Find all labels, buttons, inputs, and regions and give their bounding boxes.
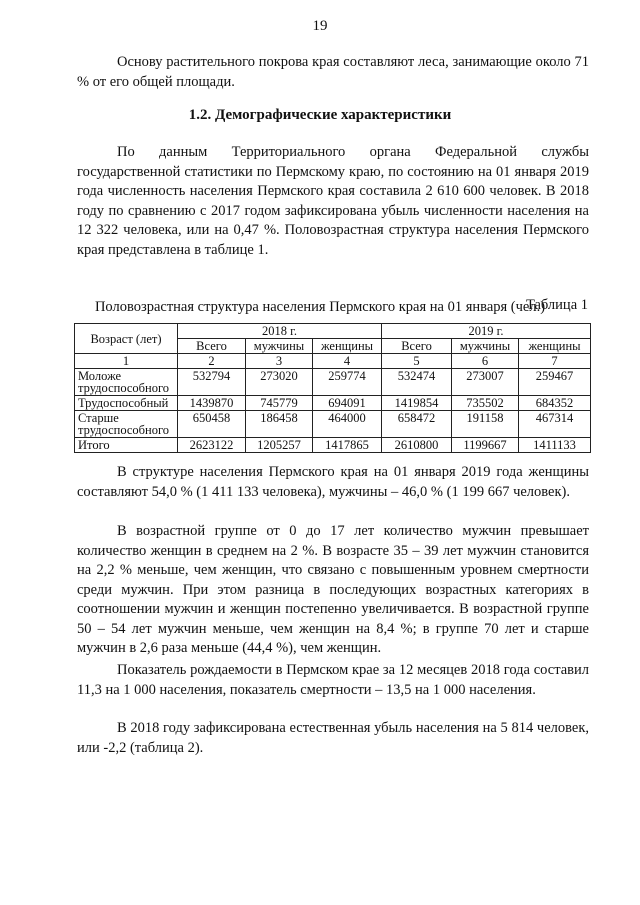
age-column-header: Возраст (лет) xyxy=(75,324,178,354)
table-caption: Половозрастная структура населения Пермского края на 01 января (чел.) xyxy=(94,299,546,315)
demographics-paragraph-5: В 2018 году зафиксирована естественная убыль населения на 5 814 человек, или -2,2 (таблица 2). xyxy=(77,720,589,756)
row-label: Моложе трудоспособного xyxy=(75,369,178,396)
table-cell: 2623122 xyxy=(178,438,246,453)
column-number: 6 xyxy=(452,354,519,369)
subheader-men-2018: мужчины xyxy=(246,339,313,354)
intro-paragraph: Основу растительного покрова края составляют леса, занимающие около 71 % от его общей площади. xyxy=(77,54,589,90)
table-cell: 1417865 xyxy=(313,438,382,453)
table-row-total xyxy=(75,438,591,453)
table-cell: 464000 xyxy=(313,411,382,438)
row-label: Старше трудоспособного xyxy=(75,411,178,438)
table-row xyxy=(75,411,591,438)
section-heading: 1.2. Демографические характеристики xyxy=(188,107,452,123)
subheader-total-2018: Всего xyxy=(178,339,246,354)
table-cell: 2610800 xyxy=(382,438,452,453)
table-cell: 467314 xyxy=(519,411,591,438)
table-cell: 259774 xyxy=(313,369,382,396)
year-2019-header: 2019 г. xyxy=(382,324,591,339)
table-cell: 532474 xyxy=(382,369,452,396)
table-cell: 273007 xyxy=(452,369,519,396)
column-number: 7 xyxy=(519,354,591,369)
column-number: 4 xyxy=(313,354,382,369)
table-cell: 1439870 xyxy=(178,396,246,411)
demographics-paragraph-1: По данным Территориального органа Федеральной службы государственной статистики по Пермскому краю, по состоянию на 01 января 2019 года численность населения Пермского края составила 2 610 600 человек. В 2018 году по сравнению с 2017 годом зафиксирована убыль численности населения на 12 322 человека, или на 0,47 %. Половозрастная структура населения Пермского края представлена в таблице 1. xyxy=(77,144,589,258)
demographics-paragraph-2: В структуре населения Пермского края на 01 января 2019 года женщины составляют 54,0 % (1 411 133 человека), мужчины – 46,0 % (1 199 667 человек). xyxy=(77,464,589,500)
column-number: 2 xyxy=(178,354,246,369)
table-cell: 735502 xyxy=(452,396,519,411)
table-cell: 1205257 xyxy=(246,438,313,453)
table-cell: 650458 xyxy=(178,411,246,438)
column-number: 1 xyxy=(75,354,178,369)
table-row xyxy=(75,369,591,396)
table-header-row-years xyxy=(75,324,591,339)
year-2018-header: 2018 г. xyxy=(178,324,382,339)
table-cell: 273020 xyxy=(246,369,313,396)
table-cell: 191158 xyxy=(452,411,519,438)
table-cell: 658472 xyxy=(382,411,452,438)
column-number: 5 xyxy=(382,354,452,369)
demographics-paragraph-4: Показатель рождаемости в Пермском крае за 12 месяцев 2018 года составил 11,3 на 1 000 населения, показатель смертности – 13,5 на 1 000 населения. xyxy=(77,662,589,698)
table-cell: 259467 xyxy=(519,369,591,396)
column-number: 3 xyxy=(246,354,313,369)
subheader-men-2019: мужчины xyxy=(452,339,519,354)
row-label: Итого xyxy=(75,438,178,453)
row-label: Трудоспособный xyxy=(75,396,178,411)
table-label: Таблица 1 xyxy=(525,297,588,313)
table-cell: 684352 xyxy=(519,396,591,411)
subheader-total-2019: Всего xyxy=(382,339,452,354)
table-row xyxy=(75,396,591,411)
demographics-paragraph-3: В возрастной группе от 0 до 17 лет количество мужчин превышает количество женщин в среднем на 2 %. В возрасте 35 – 39 лет мужчин становится на 2,2 % меньше, чем женщин, что связано с повышенным уровнем смертности среди мужчин. При этом разница в последующих возрастных категориях в соотношении мужчин и женщин постепенно увеличивается. В возрастной группе 50 – 54 лет мужчин меньше, чем женщин на 8,4 %; в группе 70 лет и старше мужчин в 2,6 раза меньше (44,4 %), чем женщин. xyxy=(77,523,589,656)
table-cell: 1419854 xyxy=(382,396,452,411)
table-cell: 532794 xyxy=(178,369,246,396)
subheader-women-2018: женщины xyxy=(313,339,382,354)
population-structure-table xyxy=(74,323,591,453)
subheader-women-2019: женщины xyxy=(519,339,591,354)
table-column-numbers-row xyxy=(75,354,591,369)
table-cell: 186458 xyxy=(246,411,313,438)
table-cell: 1199667 xyxy=(452,438,519,453)
table-cell: 1411133 xyxy=(519,438,591,453)
table-cell: 745779 xyxy=(246,396,313,411)
page-number: 19 xyxy=(312,18,328,34)
table-cell: 694091 xyxy=(313,396,382,411)
